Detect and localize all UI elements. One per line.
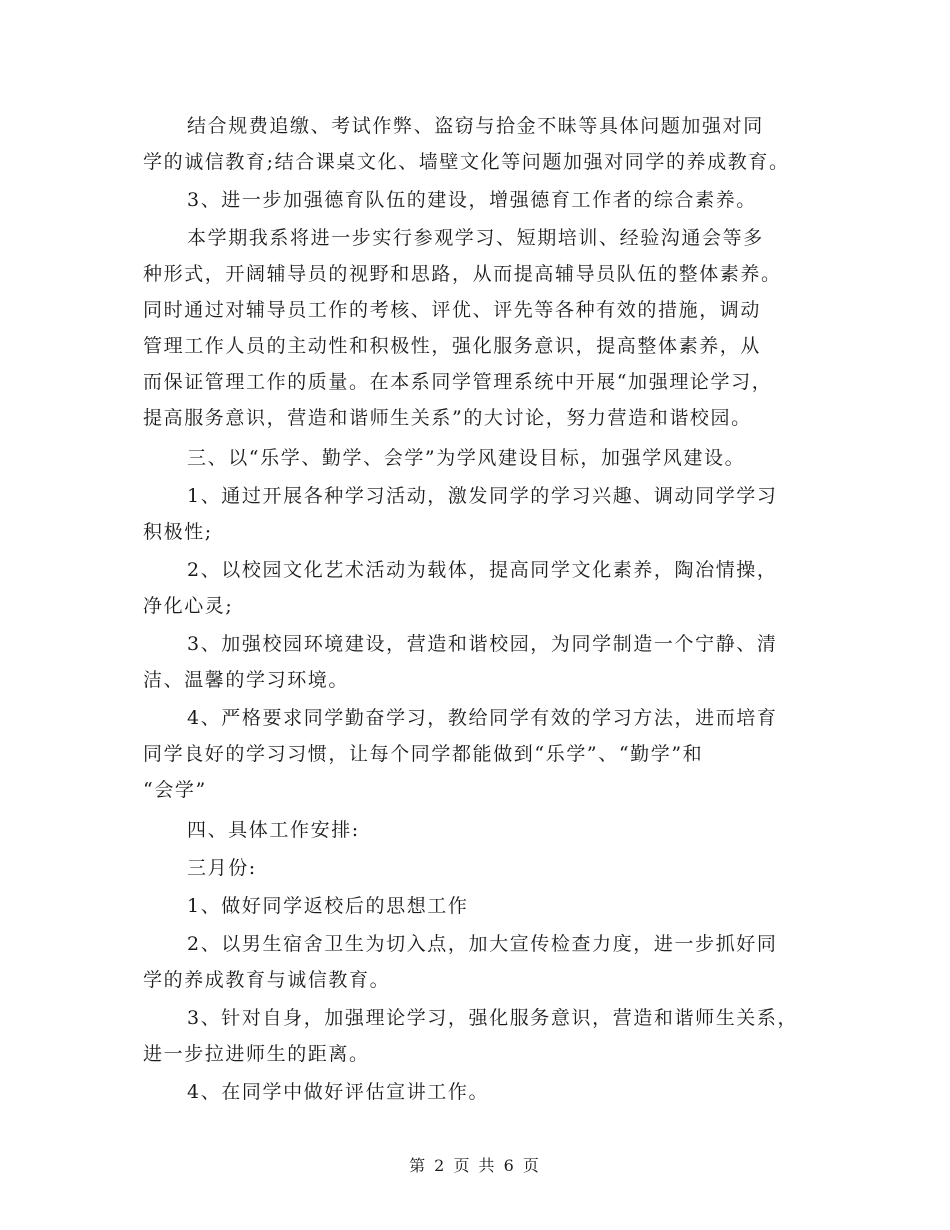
- paragraph-line: 3、加强校园环境建设，营造和谐校园，为同学制造一个宁静、清: [187, 633, 778, 655]
- paragraph-line: 3、针对自身，加强理论学习，强化服务意识，营造和谐师生关系，: [187, 1007, 799, 1029]
- paragraph-line: 净化心灵;: [143, 595, 234, 617]
- paragraph-line: 洁、温馨的学习环境。: [143, 669, 350, 691]
- paragraph-line: 积极性;: [143, 521, 213, 543]
- paragraph-line: 同时通过对辅导员工作的考核、评优、评先等各种有效的措施，调动: [143, 299, 762, 321]
- paragraph-line: 管理工作人员的主动性和积极性，强化服务意识，提高整体素养，从: [143, 335, 762, 357]
- paragraph-line: 学的养成教育与诚信教育。: [143, 969, 391, 991]
- page-number-footer: 第 2 页 共 6 页: [409, 1156, 541, 1175]
- paragraph-line: 4、在同学中做好评估宣讲工作。: [187, 1081, 490, 1103]
- paragraph-line: 同学良好的学习习惯，让每个同学都能做到“乐学”、“勤学”和: [143, 743, 704, 765]
- paragraph-line: “会学”: [143, 779, 207, 801]
- paragraph-line: 1、通过开展各种学习活动，激发同学的学习兴趣、调动同学学习: [187, 485, 778, 507]
- paragraph-line: 进一步拉进师生的距离。: [143, 1043, 370, 1065]
- paragraph-line: 2、以男生宿舍卫生为切入点，加大宣传检查力度，进一步抓好同: [187, 933, 778, 955]
- subheading: 三月份:: [187, 857, 257, 879]
- paragraph-line: 1、做好同学返校后的思想工作: [187, 895, 469, 917]
- paragraph-line: 3、进一步加强德育队伍的建设，增强德育工作者的综合素养。: [187, 189, 757, 211]
- paragraph-line: 而保证管理工作的质量。在本系同学管理系统中开展“加强理论学习，: [143, 371, 773, 393]
- paragraph-line: 本学期我系将进一步实行参观学习、短期培训、经验沟通会等多: [187, 227, 764, 249]
- section-heading: 三、以“乐学、勤学、会学”为学风建设目标，加强学风建设。: [187, 447, 746, 469]
- section-heading: 四、具体工作安排:: [187, 819, 360, 841]
- paragraph-line: 4、严格要求同学勤奋学习，教给同学有效的学习方法，进而培育: [187, 707, 778, 729]
- paragraph-line: 种形式，开阔辅导员的视野和思路，从而提高辅导员队伍的整体素养。: [143, 263, 782, 285]
- paragraph-line: 提高服务意识，营造和谐师生关系”的大讨论，努力营造和谐校园。: [143, 407, 752, 429]
- paragraph-line: 2、以校园文化艺术活动为载体，提高同学文化素养，陶冶情操，: [187, 559, 778, 581]
- paragraph-line: 结合规费追缴、考试作弊、盗窃与拾金不昧等具体问题加强对同: [187, 115, 764, 137]
- paragraph-line: 学的诚信教育;结合课桌文化、墙壁文化等问题加强对同学的养成教育。: [143, 151, 790, 173]
